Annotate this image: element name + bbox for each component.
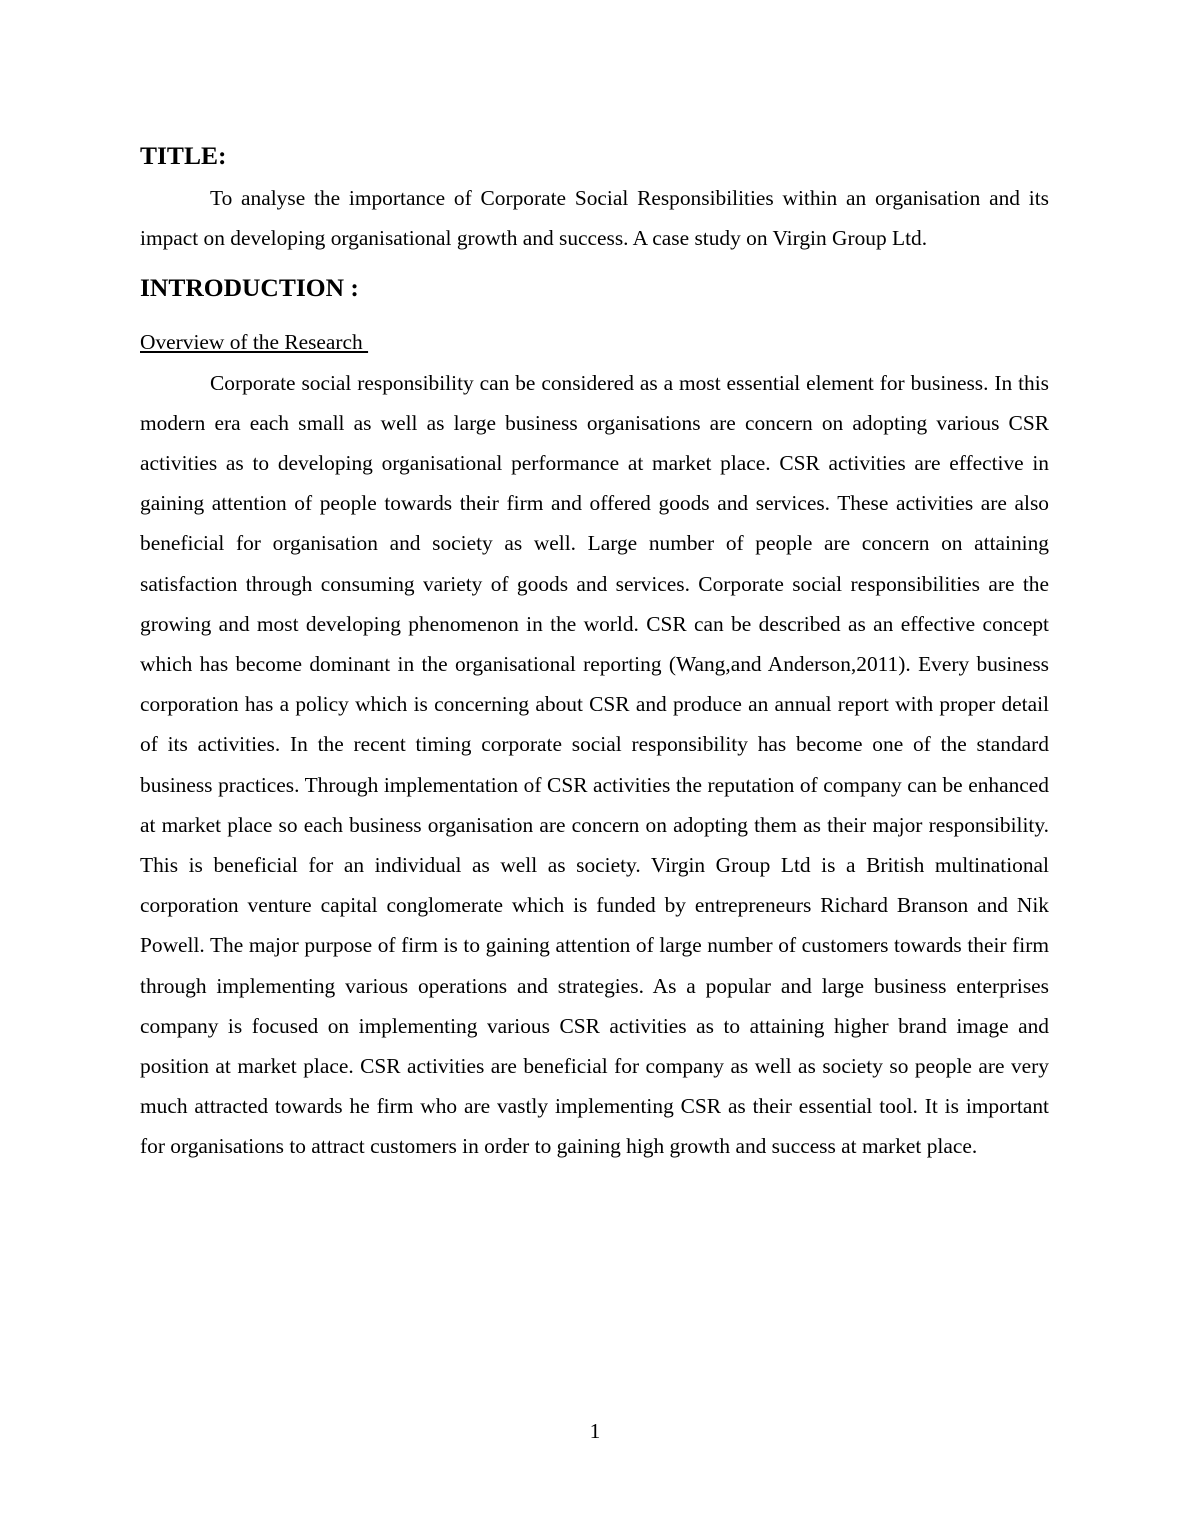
page-content <box>140 138 1049 1167</box>
title-heading: TITLE: <box>140 141 227 170</box>
page-number: 1 <box>589 1419 601 1443</box>
overview-paragraph: Corporate social responsibility can be considered as a most essential element for business. In this modern era each small as well as large business organisations are concern on adopting various CSR activities as to developing organisational performance at market place. CSR activities are effective in gaining attention of people towards their firm and offered goods and services. These activities are also beneficial for organisation and society as well. Large number of people are concern on attaining satisfaction through consuming variety of goods and services. Corporate social responsibilities are the growing and most developing phenomenon in the world. CSR can be described as an effective concept which has become dominant in the organisational reporting (Wang,and Anderson,2011). Every business corporation has a policy which is concerning about CSR and produce an annual report with proper detail of its activities. In the recent timing corporate social responsibility has become one of the standard business practices. Through implementation of CSR activities the reputation of company can be enhanced at market place so each business organisation are concern on adopting them as their major responsibility. This is beneficial for an individual as well as society. Virgin Group Ltd is a British multinational corporation venture capital conglomerate which is funded by entrepreneurs Richard Branson and Nik Powell. The major purpose of firm is to gaining attention of large number of customers towards their firm through implementing various operations and strategies. As a popular and large business enterprises company is focused on implementing various CSR activities as to attaining higher brand image and position at market place. CSR activities are beneficial for company as well as society so people are very much attracted towards he firm who are vastly implementing CSR as their essential tool. It is important for organisations to attract customers in order to gaining high growth and success at market place. <box>140 370 1049 1159</box>
overview-subheading: Overview of the Research <box>140 330 369 355</box>
introduction-heading: INTRODUCTION : <box>140 273 359 303</box>
title-text: To analyse the importance of Corporate Social Responsibilities within an organisation and its impact on developing organisational growth and success. A case study on Virgin Group Ltd. <box>140 186 1049 251</box>
